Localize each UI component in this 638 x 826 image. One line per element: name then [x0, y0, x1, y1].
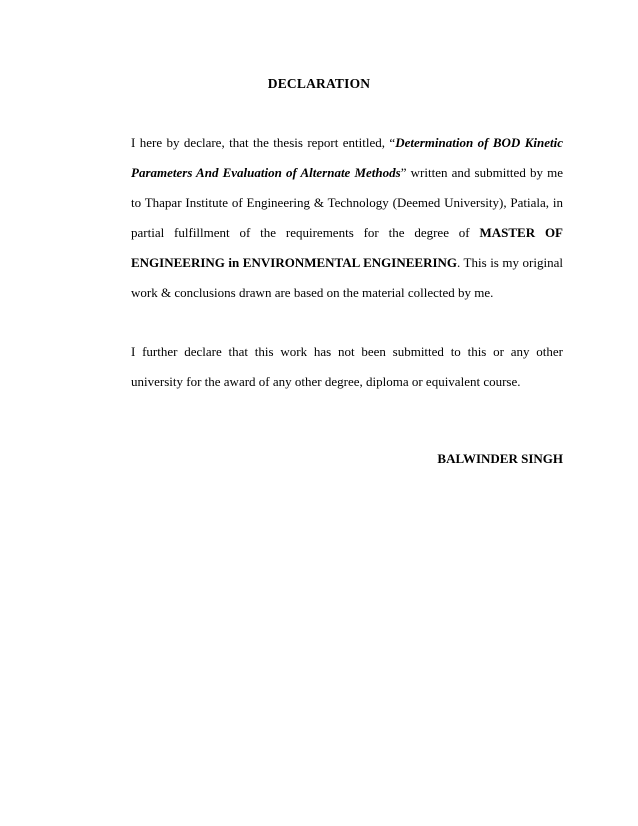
paragraph-intro: I here by declare, that the thesis report entitled, “ [131, 135, 396, 150]
thesis-title: Determination of BOD Kinetic Parameters And Evaluation of Alternate Methods [131, 135, 563, 180]
paragraph-mid: ” written and submitted by me to Thapar Institute of Engineering & Technology (Deemed University), Patiala, in partial fulfillment of the requirements for the degree of [131, 165, 563, 240]
author-signature-name: BALWINDER SINGH [437, 451, 563, 466]
degree-name: MASTER OF ENGINEERING in ENVIRONMENTAL ENGINEERING [131, 225, 563, 270]
further-declaration-paragraph: I further declare that this work has not been submitted to this or any other university for the award of any other degree, diploma or equivalent course. [131, 344, 563, 389]
page-title: DECLARATION [267, 76, 371, 91]
declaration-paragraph [131, 128, 563, 308]
paragraph-end: . This is my original work & conclusions drawn are based on the material collected by me. [131, 255, 563, 300]
